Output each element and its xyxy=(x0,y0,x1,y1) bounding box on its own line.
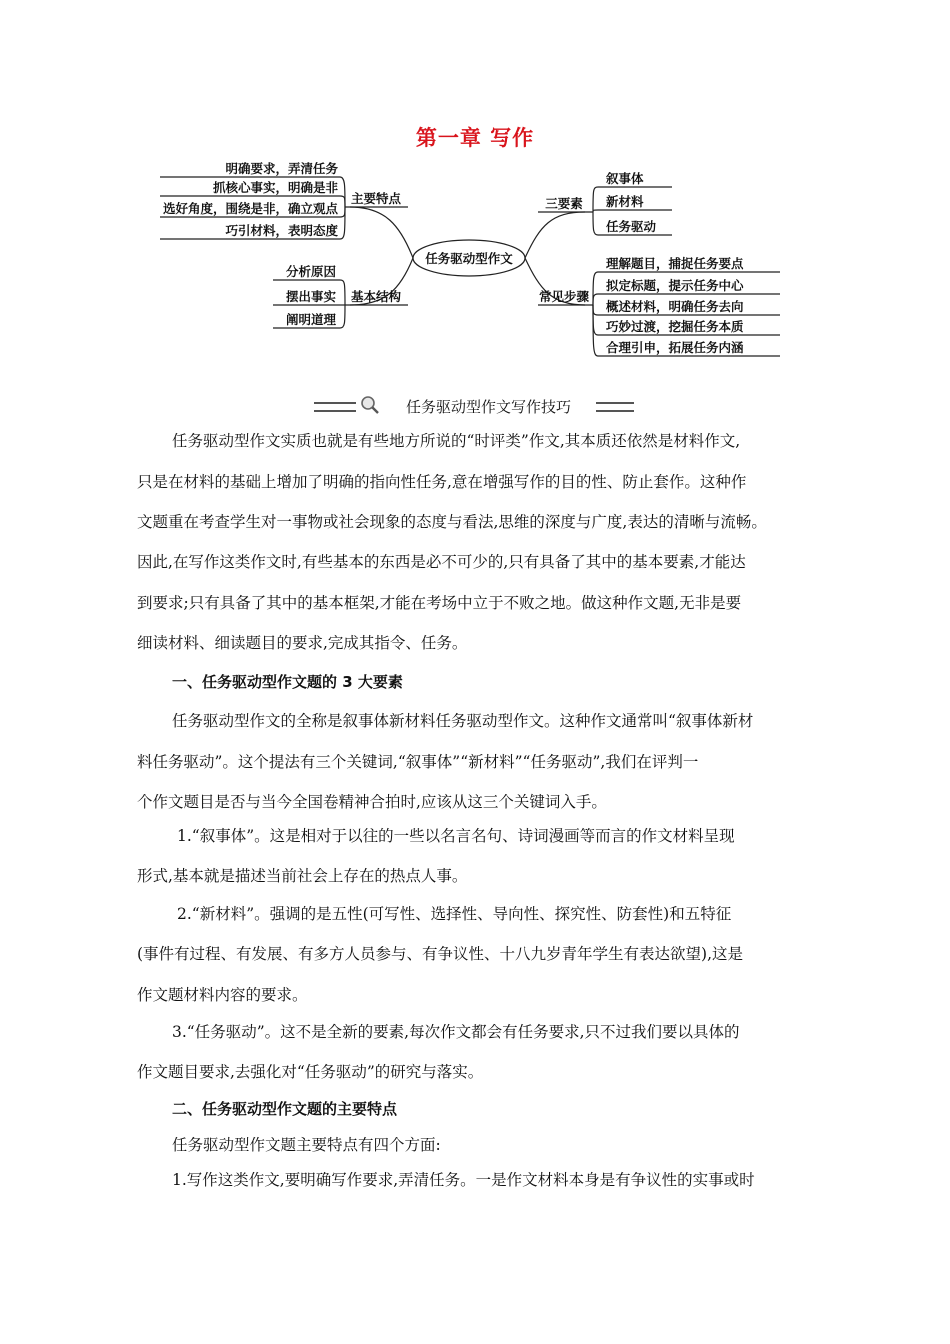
paragraph-line: 个作文题目是否与当今全国卷精神合拍时,应该从这三个关键词入手。 xyxy=(137,793,607,811)
divider xyxy=(314,402,356,412)
paragraph-line: 作文题目要求,去强化对“任务驱动”的研究与落实。 xyxy=(137,1063,484,1081)
paragraph-line: 1.写作这类作文,要明确写作要求,弄清任务。一是作文材料本身是有争议性的实事或时 xyxy=(172,1171,755,1189)
heading-1: 一、任务驱动型作文题的 3 大要素 xyxy=(172,673,403,691)
mindmap-leaf: 新材料 xyxy=(606,194,644,209)
paragraph-line: 2.“新材料”。强调的是五性(可写性、选择性、导向性、探究性、防套性)和五特征 xyxy=(177,905,732,923)
mindmap-branch-features: 主要特点 xyxy=(350,191,402,206)
paragraph-line: 文题重在考查学生对一事物或社会现象的态度与看法,思维的深度与广度,表达的清晰与流畅。 xyxy=(137,513,767,531)
mind-map xyxy=(0,155,950,365)
mindmap-leaf: 理解题目，捕捉任务要点 xyxy=(606,256,744,271)
paragraph-line: 因此,在写作这类作文时,有些基本的东西是必不可少的,只有具备了其中的基本要素,才能达 xyxy=(137,553,746,571)
mindmap-leaf: 明确要求，弄清任务 xyxy=(225,161,338,176)
section-title: 任务驱动型作文写作技巧 xyxy=(406,398,572,416)
mindmap-branch-steps: 常见步骤 xyxy=(538,289,590,304)
mindmap-leaf: 分析原因 xyxy=(285,264,337,279)
magnifier-icon xyxy=(359,394,381,416)
chapter-title: 第一章 写作 xyxy=(415,126,535,150)
mindmap-leaf: 合理引申，拓展任务内涵 xyxy=(606,340,744,355)
paragraph-line: 1.“叙事体”。这是相对于以往的一些以名言名句、诗词漫画等而言的作文材料呈现 xyxy=(177,827,735,845)
section-header xyxy=(0,394,950,418)
mindmap-leaf: 巧妙过渡，挖掘任务本质 xyxy=(606,319,744,334)
mindmap-branch-structure: 基本结构 xyxy=(350,289,402,304)
mindmap-leaf: 选好角度，围绕是非，确立观点 xyxy=(162,201,338,216)
divider xyxy=(596,402,634,412)
paragraph-line: (事件有过程、有发展、有多方人员参与、有争议性、十八九岁青年学生有表达欲望),这是 xyxy=(137,945,744,963)
paragraph-line: 3.“任务驱动”。这不是全新的要素,每次作文都会有任务要求,只不过我们要以具体的 xyxy=(172,1023,740,1041)
mindmap-leaf: 巧引材料，表明态度 xyxy=(225,223,338,238)
paragraph-line: 任务驱动型作文题主要特点有四个方面: xyxy=(172,1136,441,1154)
paragraph-line: 到要求;只有具备了其中的基本框架,才能在考场中立于不败之地。做这种作文题,无非是要 xyxy=(137,594,742,612)
mindmap-leaf: 概述材料，明确任务去向 xyxy=(606,299,744,314)
mindmap-leaf: 摆出事实 xyxy=(285,289,337,304)
paragraph-line: 细读材料、细读题目的要求,完成其指令、任务。 xyxy=(137,634,468,652)
mindmap-center: 任务驱动型作文 xyxy=(425,251,513,266)
paragraph-line: 作文题材料内容的要求。 xyxy=(137,986,308,1004)
paragraph-line: 任务驱动型作文的全称是叙事体新材料任务驱动型作文。这种作文通常叫“叙事体新材 xyxy=(172,712,754,730)
mindmap-leaf: 拟定标题，提示任务中心 xyxy=(606,278,744,293)
paragraph-line: 只是在材料的基础上增加了明确的指向性任务,意在增强写作的目的性、防止套作。这种作 xyxy=(137,473,747,491)
mindmap-leaf: 阐明道理 xyxy=(285,312,337,327)
mindmap-leaf: 任务驱动 xyxy=(606,219,657,234)
paragraph-line: 任务驱动型作文实质也就是有些地方所说的“时评类”作文,其本质还依然是材料作文, xyxy=(172,432,741,450)
heading-2: 二、任务驱动型作文题的主要特点 xyxy=(172,1100,398,1118)
mindmap-leaf: 叙事体 xyxy=(606,171,644,186)
paragraph-line: 料任务驱动”。这个提法有三个关键词,“叙事体”“新材料”“任务驱动”,我们在评判一 xyxy=(137,753,699,771)
mindmap-branch-elements: 三要素 xyxy=(545,196,583,211)
paragraph-line: 形式,基本就是描述当前社会上存在的热点人事。 xyxy=(137,867,468,885)
mindmap-leaf: 抓核心事实，明确是非 xyxy=(212,180,338,195)
